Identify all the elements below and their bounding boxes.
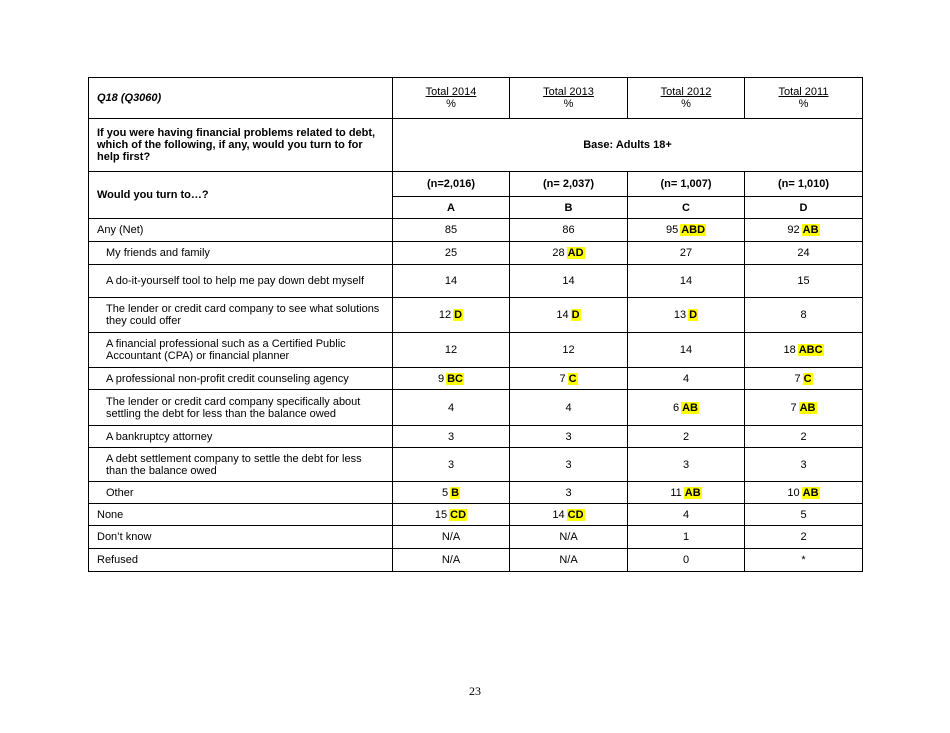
table-row [89,333,863,368]
row-label: Don’t know [89,526,393,549]
data-cell [510,242,628,265]
column-letter: A [393,197,510,219]
cell-value: 28 [552,247,565,259]
cell-value: N/A [441,554,461,566]
cell-value: 14 [444,275,458,287]
data-cell [393,298,510,333]
column-percent: % [446,98,456,110]
cell-value: 14 [552,508,565,521]
table-row [89,242,863,265]
cell-value: 7 [559,372,566,385]
row-label: The lender or credit card company specifically about settling the debt for less than the balance owed [89,390,393,426]
significance-badge: BC [447,372,463,385]
table-row [89,448,863,482]
cell-value: 14 [679,275,693,287]
cell-value: 14 [556,309,569,321]
column-header-2012 [628,78,745,119]
cell-value: 3 [565,486,572,499]
cell-value: 4 [447,401,455,414]
subquestion-label: Would you turn to…? [89,172,393,219]
significance-badge: C [568,372,577,385]
data-cell [393,504,510,526]
cell-value: 95 [665,224,679,236]
data-cell [393,482,510,504]
table-row [89,390,863,426]
cell-value: N/A [441,531,461,543]
cell-value: 3 [800,458,807,471]
cell-value: 5 [800,508,807,521]
significance-badge: AB [802,486,819,499]
data-cell [628,242,745,265]
cell-value: N/A [559,531,578,543]
data-cell [393,242,510,265]
table-row [89,368,863,390]
cell-value: 15 [434,508,448,521]
cell-value: 1 [682,531,690,543]
data-cell [745,504,863,526]
cell-value: 12 [438,309,452,321]
data-cell [745,333,863,368]
row-label: My friends and family [89,242,393,265]
row-label: A debt settlement company to settle the debt for less than the balance owed [89,448,393,482]
data-cell [628,265,745,298]
data-cell [745,448,863,482]
data-cell [628,368,745,390]
question-id: Q18 (Q3060) [89,78,393,119]
cell-value: 12 [562,344,575,356]
cell-value: 2 [800,430,807,443]
data-cell [745,298,863,333]
significance-badge: D [571,309,580,321]
significance-badge: C [803,372,812,385]
sample-size: (n=2,016) [393,172,510,197]
cell-value: 14 [679,344,693,356]
data-cell [510,482,628,504]
data-cell [393,265,510,298]
data-cell [628,549,745,572]
table-row [89,219,863,242]
significance-badge: AB [799,401,816,414]
data-cell [745,368,863,390]
cell-value: 14 [562,275,575,287]
header-row [89,78,863,119]
cell-value: 92 [787,224,800,236]
data-cell [393,333,510,368]
cell-value: 86 [562,224,575,236]
table-row [89,298,863,333]
column-letter: C [628,197,745,219]
data-cell [393,448,510,482]
data-cell [510,265,628,298]
cell-value: 0 [682,554,690,566]
significance-badge: AB [682,401,698,414]
cell-value: 15 [797,275,810,287]
cell-value: * [801,554,806,566]
significance-badge: D [454,309,463,321]
data-cell [510,298,628,333]
data-cell [510,219,628,242]
column-header-2014 [393,78,510,119]
cell-value: N/A [559,554,578,566]
data-cell [745,265,863,298]
row-label: None [89,504,393,526]
significance-badge: AB [802,224,819,236]
cell-value: 4 [682,508,690,521]
data-cell [745,219,863,242]
column-year: Total 2013 [543,86,594,98]
data-cell [393,426,510,448]
row-label: A financial professional such as a Certified Public Accountant (CPA) or financial planner [89,333,393,368]
data-cell [510,448,628,482]
data-cell [393,549,510,572]
column-year: Total 2012 [660,86,712,98]
data-cell [745,482,863,504]
data-cell [510,368,628,390]
cell-value: 9 [437,372,445,385]
question-text: If you were having financial problems related to debt, which of the following, if any, would you turn to for help first? [89,119,393,172]
column-percent: % [563,98,574,110]
cell-value: 25 [444,247,458,259]
cell-value: 3 [565,458,572,471]
data-cell [510,549,628,572]
data-cell [628,448,745,482]
question-row [89,119,863,172]
sample-size: (n= 1,007) [628,172,745,197]
column-year: Total 2014 [425,86,477,98]
row-label: A bankruptcy attorney [89,426,393,448]
cell-value: 4 [565,401,572,414]
cell-value: 18 [783,344,796,356]
significance-badge: AD [567,247,584,259]
cell-value: 8 [800,309,807,321]
cell-value: 11 [670,486,682,499]
data-cell [745,426,863,448]
data-cell [510,426,628,448]
significance-badge: ABD [681,224,706,236]
row-label: Refused [89,549,393,572]
cell-value: 3 [565,430,572,443]
column-letter: D [745,197,863,219]
data-cell [628,333,745,368]
column-percent: % [798,98,809,110]
data-cell [393,526,510,549]
page-number: 23 [469,684,481,698]
cell-value: 4 [682,372,690,385]
sample-size: (n= 2,037) [510,172,628,197]
survey-table [88,77,863,572]
table-row [89,549,863,572]
data-cell [628,426,745,448]
cell-value: 7 [790,401,797,414]
column-header-2013 [510,78,628,119]
significance-badge: AB [684,486,701,499]
significance-badge: D [689,309,698,321]
cell-value: 3 [447,458,455,471]
column-percent: % [681,98,691,110]
data-cell [393,368,510,390]
sample-size: (n= 1,010) [745,172,863,197]
cell-value: 13 [673,309,687,321]
cell-value: 2 [800,531,807,543]
cell-value: 5 [441,486,449,499]
data-cell [510,526,628,549]
cell-value: 85 [444,224,458,236]
table-row [89,265,863,298]
survey-table-body [89,78,863,572]
cell-value: 24 [797,247,810,259]
data-cell [628,482,745,504]
cell-value: 10 [787,486,800,499]
table-row [89,504,863,526]
cell-value: 3 [682,458,690,471]
data-cell [628,298,745,333]
cell-value: 27 [679,247,693,259]
data-cell [745,390,863,426]
significance-badge: ABC [798,344,823,356]
data-cell [510,333,628,368]
row-label: The lender or credit card company to see what solutions they could offer [89,298,393,333]
cell-value: 2 [682,430,690,443]
cell-value: 3 [447,430,455,443]
row-label: Any (Net) [89,219,393,242]
table-row [89,526,863,549]
cell-value: 7 [794,372,801,385]
data-cell [628,504,745,526]
column-letter: B [510,197,628,219]
data-cell [745,549,863,572]
data-cell [745,242,863,265]
data-cell [628,219,745,242]
data-cell [628,526,745,549]
data-cell [745,526,863,549]
table-row [89,426,863,448]
data-cell [628,390,745,426]
data-cell [510,504,628,526]
cell-value: 6 [672,401,680,414]
row-label: Other [89,482,393,504]
data-cell [393,390,510,426]
cell-value: 12 [444,344,458,356]
column-year: Total 2011 [778,86,829,98]
data-cell [510,390,628,426]
significance-badge: B [451,486,460,499]
significance-badge: CD [567,508,584,521]
table-row [89,482,863,504]
row-label: A do-it-yourself tool to help me pay down debt myself [89,265,393,298]
base-label: Base: Adults 18+ [393,119,863,172]
column-header-2011 [745,78,863,119]
sample-size-row [89,172,863,197]
row-label: A professional non-profit credit counseling agency [89,368,393,390]
significance-badge: CD [450,508,467,521]
data-cell [393,219,510,242]
